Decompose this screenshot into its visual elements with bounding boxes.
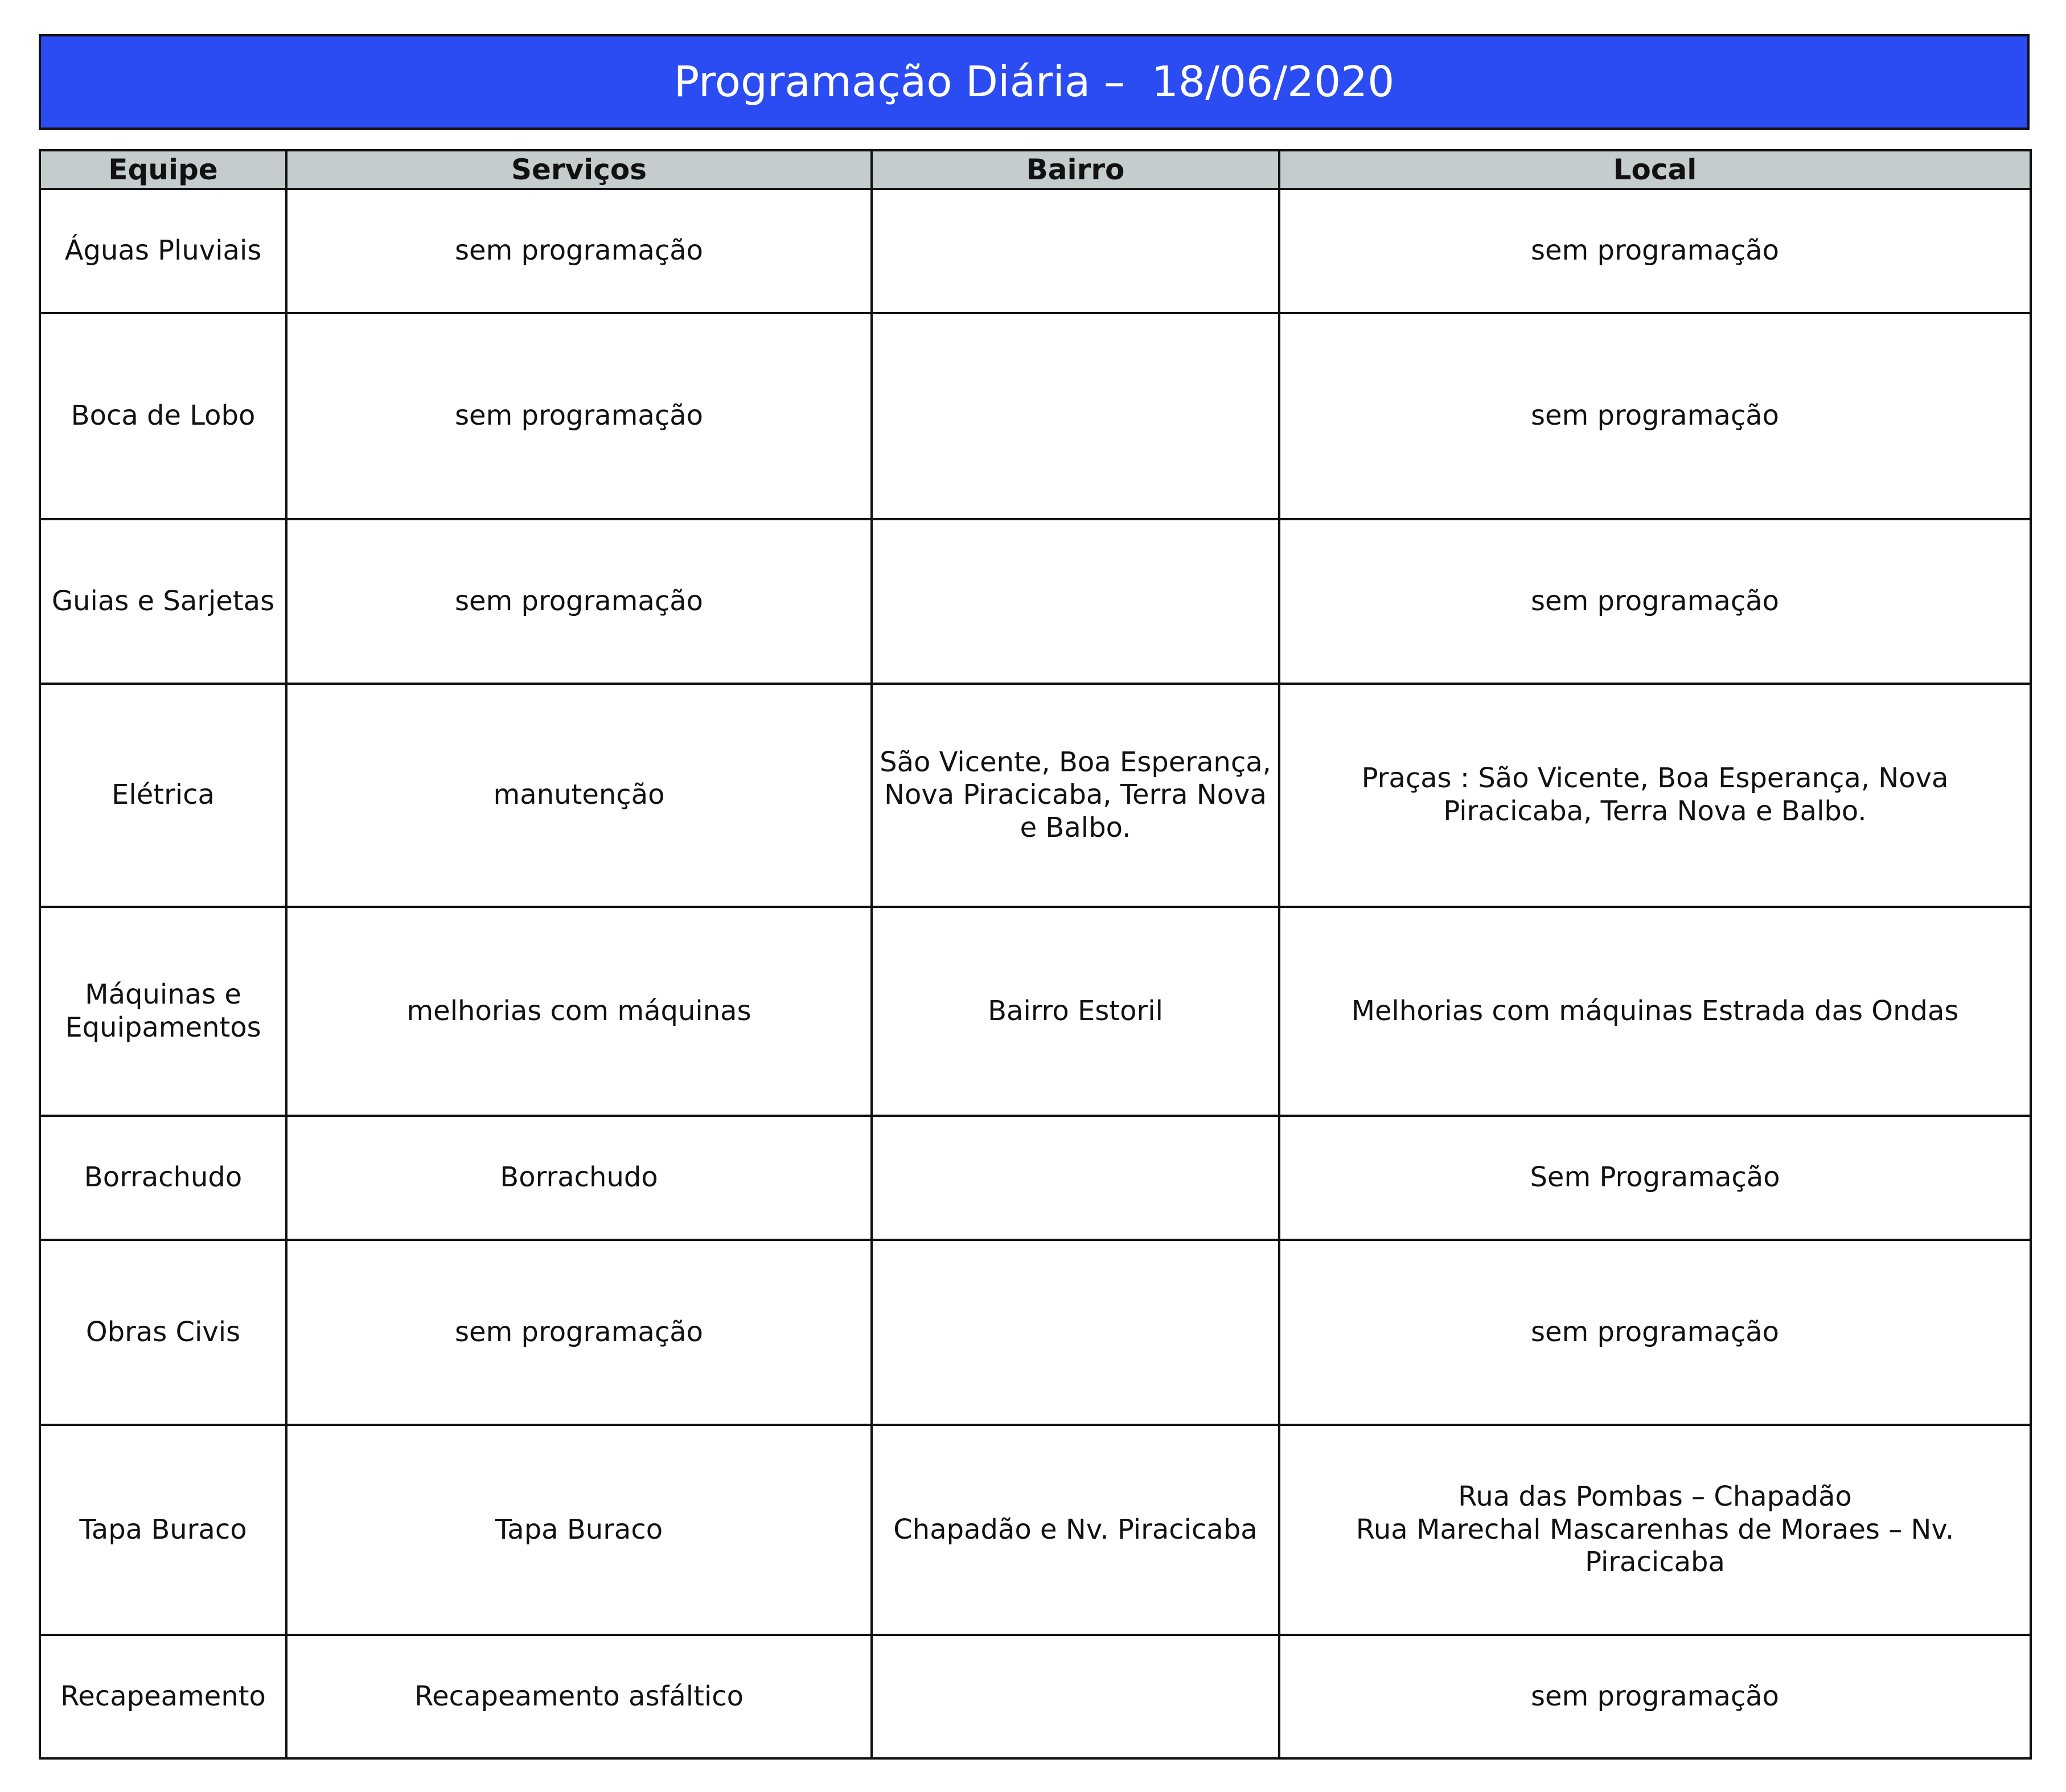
table-row [40,1635,2031,1758]
cell-servicos: sem programação [286,1240,872,1425]
header-row [40,150,2031,189]
cell-local: sem programação [1279,1240,2031,1425]
cell-bairro: São Vicente, Boa Esperança, Nova Piracicaba, Terra Nova e Balbo. [872,684,1279,907]
table-row [40,519,2031,684]
cell-equipe: Águas Pluviais [40,189,286,313]
cell-local: Rua das Pombas – Chapadão Rua Marechal Mascarenhas de Moraes – Nv. Piracicaba [1279,1425,2031,1635]
cell-equipe: Recapeamento [40,1635,286,1758]
schedule-table [39,149,2032,1760]
table-row [40,1240,2031,1425]
cell-local: sem programação [1279,519,2031,684]
cell-bairro [872,1116,1279,1240]
page-title: Programação Diária – 18/06/2020 [39,34,2030,130]
cell-local: sem programação [1279,313,2031,519]
cell-local: Praças : São Vicente, Boa Esperança, Nova Piracicaba, Terra Nova e Balbo. [1279,684,2031,907]
table-row [40,907,2031,1116]
cell-bairro: Bairro Estoril [872,907,1279,1116]
cell-local: sem programação [1279,1635,2031,1758]
header-equipe: Equipe [40,150,286,189]
cell-equipe: Borrachudo [40,1116,286,1240]
cell-local: Sem Programação [1279,1116,2031,1240]
cell-servicos: Recapeamento asfáltico [286,1635,872,1758]
table-row [40,313,2031,519]
cell-equipe: Obras Civis [40,1240,286,1425]
cell-servicos: sem programação [286,313,872,519]
cell-equipe: Tapa Buraco [40,1425,286,1635]
cell-servicos: sem programação [286,189,872,313]
cell-servicos: Tapa Buraco [286,1425,872,1635]
cell-equipe: Máquinas e Equipamentos [40,907,286,1116]
table-row [40,684,2031,907]
cell-servicos: sem programação [286,519,872,684]
cell-bairro: Chapadão e Nv. Piracicaba [872,1425,1279,1635]
cell-bairro [872,313,1279,519]
cell-equipe: Boca de Lobo [40,313,286,519]
cell-equipe: Guias e Sarjetas [40,519,286,684]
cell-local: sem programação [1279,189,2031,313]
cell-equipe: Elétrica [40,684,286,907]
cell-bairro [872,519,1279,684]
cell-servicos: Borrachudo [286,1116,872,1240]
table-row [40,1425,2031,1635]
header-servicos: Serviços [286,150,872,189]
header-bairro: Bairro [872,150,1279,189]
cell-bairro [872,189,1279,313]
cell-bairro [872,1240,1279,1425]
table-row [40,1116,2031,1240]
cell-servicos: melhorias com máquinas [286,907,872,1116]
cell-local: Melhorias com máquinas Estrada das Ondas [1279,907,2031,1116]
table-row [40,189,2031,313]
cell-servicos: manutenção [286,684,872,907]
header-local: Local [1279,150,2031,189]
cell-bairro [872,1635,1279,1758]
